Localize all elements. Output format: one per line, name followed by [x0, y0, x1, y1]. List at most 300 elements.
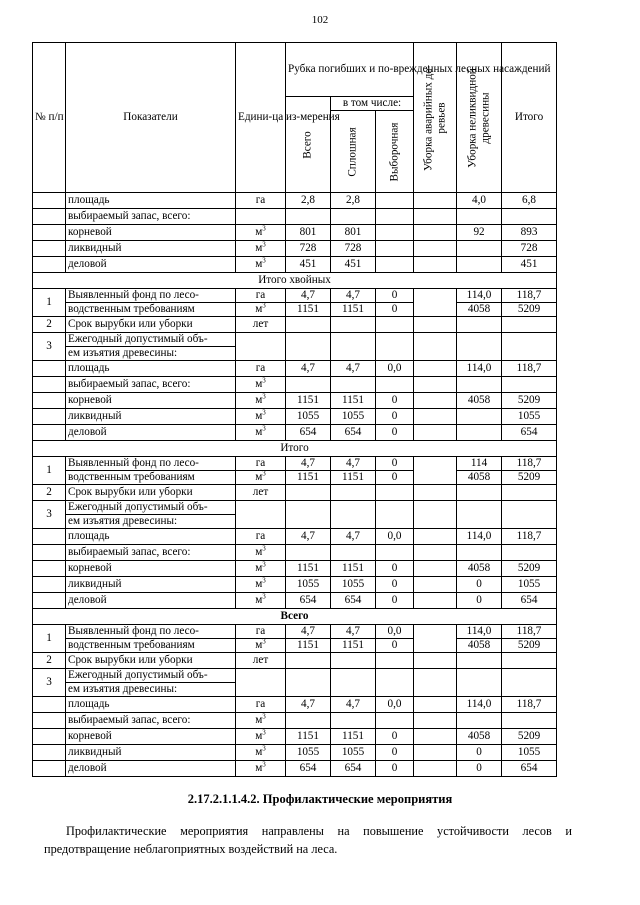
empty-cell: [331, 377, 376, 393]
unit-cell: [236, 501, 286, 529]
value-total: 1055: [502, 577, 557, 593]
indicator-cell: Срок вырубки или уборки: [66, 485, 236, 501]
value-emergency: [414, 225, 457, 241]
unit-text: м: [255, 426, 263, 439]
value-selective: 0: [376, 303, 414, 317]
num-cell: [33, 425, 66, 441]
value-illiquid: 4058: [457, 471, 502, 485]
num-cell: [33, 377, 66, 393]
value-illiquid: 0: [457, 761, 502, 777]
value-all: 1055: [286, 409, 331, 425]
indicator-cell: корневой: [66, 225, 236, 241]
unit-superscript: 3: [262, 240, 266, 249]
unit-text: м: [255, 562, 263, 575]
value-illiquid: [457, 241, 502, 257]
value-selective: 0: [376, 471, 414, 485]
value-clear: 728: [331, 241, 376, 257]
empty-cell: [286, 377, 331, 393]
value-emergency: [414, 745, 457, 761]
num-cell: 3: [33, 333, 66, 361]
unit-text: м: [255, 762, 263, 775]
value-clear: 1151: [331, 729, 376, 745]
value-total: 654: [502, 761, 557, 777]
value-all: 4,7: [286, 289, 331, 303]
value-total: 118,7: [502, 361, 557, 377]
value-clear: 4,7: [331, 457, 376, 471]
empty-cell: [414, 377, 457, 393]
value-total: 893: [502, 225, 557, 241]
empty-cell: [502, 669, 557, 697]
value-selective: [376, 257, 414, 273]
value-emergency: [414, 241, 457, 257]
unit-cell: [236, 561, 286, 577]
empty-cell: [286, 333, 331, 361]
unit-cell: га: [236, 193, 286, 209]
unit-cell: [236, 639, 286, 653]
unit-text: м: [255, 378, 263, 391]
unit-superscript: 3: [262, 408, 266, 417]
value-clear: 1151: [331, 393, 376, 409]
table-row: [33, 273, 557, 289]
value-all: 1055: [286, 745, 331, 761]
num-cell: 1: [33, 457, 66, 485]
num-cell: [33, 761, 66, 777]
num-cell: 3: [33, 501, 66, 529]
table-row: [33, 577, 557, 593]
unit-cell: [236, 377, 286, 393]
value-selective: [376, 225, 414, 241]
num-cell: [33, 593, 66, 609]
forest-felling-table: [32, 42, 557, 777]
value-emergency: [414, 577, 457, 593]
indicator-cell: площадь: [66, 361, 236, 377]
table-row: [33, 471, 557, 485]
section-heading: 2.17.2.1.1.4.2. Профилактические мероприятия: [187, 792, 453, 806]
empty-cell: [286, 317, 331, 333]
value-total: 1055: [502, 745, 557, 761]
empty-cell: [286, 669, 331, 697]
indicator-cell: водственным требованиям: [66, 471, 236, 485]
value-total: 5209: [502, 729, 557, 745]
value-emergency: [414, 625, 457, 653]
table-row: [33, 729, 557, 745]
header-itogo: Итого: [502, 43, 557, 193]
empty-cell: [502, 501, 557, 529]
empty-cell: [286, 713, 331, 729]
unit-cell: [236, 729, 286, 745]
unit-superscript: 3: [262, 712, 266, 721]
num-cell: [33, 193, 66, 209]
value-total: 728: [502, 241, 557, 257]
table-row: [33, 333, 557, 347]
unit-text: м: [255, 594, 263, 607]
table-row: [33, 485, 557, 501]
num-cell: [33, 361, 66, 377]
empty-cell: [502, 485, 557, 501]
value-selective: 0: [376, 393, 414, 409]
table-row: [33, 761, 557, 777]
num-cell: [33, 393, 66, 409]
indicator-cell: ликвидный: [66, 241, 236, 257]
empty-cell: [331, 669, 376, 697]
value-clear: 1055: [331, 745, 376, 761]
unit-superscript: 3: [262, 256, 266, 265]
table-row: [33, 593, 557, 609]
table-row: [33, 561, 557, 577]
value-total: 5209: [502, 303, 557, 317]
empty-cell: [457, 485, 502, 501]
unit-superscript: 3: [262, 744, 266, 753]
value-emergency: [414, 593, 457, 609]
table-row: [33, 639, 557, 653]
indicator-cell: ликвидный: [66, 577, 236, 593]
value-total: 5209: [502, 393, 557, 409]
value-clear: 4,7: [331, 625, 376, 639]
num-cell: [33, 209, 66, 225]
table-row: [33, 225, 557, 241]
sections: [33, 273, 557, 777]
empty-cell: [457, 545, 502, 561]
unit-superscript: 3: [262, 392, 266, 401]
empty-cell: [376, 545, 414, 561]
unit-text: м: [255, 639, 263, 652]
header-illiquid-text: Уборка неликвидной древесины: [466, 67, 492, 168]
unit-cell: лет: [236, 317, 286, 333]
value-all: 4,7: [286, 457, 331, 471]
table-row: [33, 425, 557, 441]
header-row-1: [33, 43, 557, 97]
empty-cell: [502, 377, 557, 393]
value-clear: 654: [331, 593, 376, 609]
value-illiquid: [457, 257, 502, 273]
value-selective: 0: [376, 639, 414, 653]
num-cell: [33, 729, 66, 745]
value-clear: 451: [331, 257, 376, 273]
num-cell: [33, 577, 66, 593]
indicator-cell: Ежегодный допустимый объ-: [66, 333, 236, 347]
indicator-cell: корневой: [66, 729, 236, 745]
table-row: [33, 625, 557, 639]
table-row: [33, 241, 557, 257]
indicator-cell: водственным требованиям: [66, 303, 236, 317]
empty-cell: [502, 317, 557, 333]
table-row: [33, 193, 557, 209]
table-row: [33, 669, 557, 683]
empty-cell: [414, 669, 457, 697]
table-row: [33, 209, 557, 225]
table-row: [33, 609, 557, 625]
value-illiquid: 4058: [457, 303, 502, 317]
value-selective: 0: [376, 409, 414, 425]
value-emergency: [414, 457, 457, 485]
indicator-cell: деловой: [66, 257, 236, 273]
unit-cell: [236, 761, 286, 777]
value-emergency: [414, 393, 457, 409]
unit-superscript: 3: [262, 760, 266, 769]
unit-superscript: 3: [262, 576, 266, 585]
empty-cell: [457, 653, 502, 669]
unit-cell: [236, 577, 286, 593]
table-row: [33, 257, 557, 273]
unit-text: м: [255, 410, 263, 423]
unit-text: м: [255, 226, 263, 239]
value-illiquid: 0: [457, 745, 502, 761]
unit-text: м: [255, 730, 263, 743]
table-row: [33, 317, 557, 333]
value-selective: 0: [376, 561, 414, 577]
section-title: Итого хвойных: [33, 273, 557, 289]
unit-text: м: [255, 258, 263, 271]
unit-text: м: [255, 394, 263, 407]
num-cell: [33, 241, 66, 257]
value-total: 118,7: [502, 457, 557, 471]
value-total: 6,8: [502, 193, 557, 209]
empty-cell: [376, 333, 414, 361]
empty-cell: [331, 333, 376, 361]
header-illiquid: [457, 43, 502, 193]
num-cell: 1: [33, 289, 66, 317]
indicator-cell: ем изъятия древесины:: [66, 347, 236, 361]
unit-text: м: [255, 242, 263, 255]
value-total: 1055: [502, 409, 557, 425]
value-illiquid: [457, 425, 502, 441]
table-row: [33, 457, 557, 471]
indicator-cell: ем изъятия древесины:: [66, 515, 236, 529]
empty-cell: [457, 317, 502, 333]
value-emergency: [414, 209, 457, 225]
unit-superscript: 3: [262, 301, 266, 310]
indicator-cell: деловой: [66, 761, 236, 777]
header-clear: [331, 111, 376, 193]
value-all: 1151: [286, 471, 331, 485]
unit-text: м: [255, 714, 263, 727]
value-all: 451: [286, 257, 331, 273]
section-title: Итого: [33, 441, 557, 457]
empty-cell: [331, 485, 376, 501]
value-clear: 654: [331, 761, 376, 777]
paragraph-text: Профилактические мероприятия направлены на повышение устойчивости лесов и предотвращение неблагоприятных воздействий на леса.: [44, 824, 572, 856]
unit-superscript: 3: [262, 469, 266, 478]
indicator-cell: корневой: [66, 561, 236, 577]
empty-cell: [502, 545, 557, 561]
value-clear: 2,8: [331, 193, 376, 209]
unit-cell: [236, 393, 286, 409]
value-total: 118,7: [502, 625, 557, 639]
value-all: 1151: [286, 561, 331, 577]
value-selective: 0,0: [376, 625, 414, 639]
value-illiquid: 4058: [457, 561, 502, 577]
value-illiquid: 4058: [457, 729, 502, 745]
value-clear: 1151: [331, 561, 376, 577]
num-cell: 2: [33, 653, 66, 669]
value-emergency: [414, 697, 457, 713]
num-cell: [33, 713, 66, 729]
indicator-cell: площадь: [66, 193, 236, 209]
empty-cell: [502, 333, 557, 361]
value-emergency: [414, 425, 457, 441]
unit-cell: [236, 225, 286, 241]
header-clear-text: Сплошная: [346, 126, 359, 177]
value-total: 451: [502, 257, 557, 273]
value-selective: [376, 209, 414, 225]
header-indicators: Показатели: [66, 43, 236, 193]
empty-cell: [457, 669, 502, 697]
value-illiquid: 114,0: [457, 625, 502, 639]
value-total: 5209: [502, 471, 557, 485]
unit-superscript: 3: [262, 637, 266, 646]
value-all: 4,7: [286, 361, 331, 377]
paragraph: [44, 822, 572, 858]
value-emergency: [414, 729, 457, 745]
indicator-cell: деловой: [66, 593, 236, 609]
value-clear: 801: [331, 225, 376, 241]
value-all: 4,7: [286, 625, 331, 639]
unit-cell: га: [236, 289, 286, 303]
section-title: Всего: [33, 609, 557, 625]
value-selective: 0: [376, 457, 414, 471]
indicator-cell: ем изъятия древесины:: [66, 683, 236, 697]
unit-cell: лет: [236, 485, 286, 501]
value-clear: [331, 209, 376, 225]
unit-cell: га: [236, 529, 286, 545]
empty-cell: [376, 713, 414, 729]
indicator-cell: ликвидный: [66, 745, 236, 761]
value-illiquid: 4058: [457, 393, 502, 409]
value-all: 1151: [286, 393, 331, 409]
value-clear: 1151: [331, 639, 376, 653]
header-felling-group: Рубка погибших и по-врежденных лесных насаждений: [286, 43, 414, 97]
value-selective: 0,0: [376, 361, 414, 377]
value-emergency: [414, 761, 457, 777]
unit-cell: [236, 209, 286, 225]
header-emergency-text: Уборка аварийных де-ревьев: [422, 64, 448, 171]
indicator-cell: корневой: [66, 393, 236, 409]
value-all: 4,7: [286, 529, 331, 545]
num-cell: [33, 561, 66, 577]
num-cell: [33, 409, 66, 425]
value-emergency: [414, 193, 457, 209]
value-total: 118,7: [502, 289, 557, 303]
empty-cell: [376, 317, 414, 333]
value-total: 118,7: [502, 529, 557, 545]
header-num: № п/п: [33, 43, 66, 193]
num-cell: [33, 697, 66, 713]
value-illiquid: 0: [457, 577, 502, 593]
unit-superscript: 3: [262, 544, 266, 553]
indicator-cell: Выявленный фонд по лесо-: [66, 289, 236, 303]
value-all: [286, 209, 331, 225]
value-all: 654: [286, 761, 331, 777]
empty-cell: [414, 333, 457, 361]
value-total: 5209: [502, 561, 557, 577]
value-selective: 0: [376, 425, 414, 441]
empty-cell: [286, 545, 331, 561]
value-illiquid: 114,0: [457, 361, 502, 377]
header-incl: в том числе:: [331, 97, 414, 111]
indicator-cell: Ежегодный допустимый объ-: [66, 669, 236, 683]
empty-cell: [286, 501, 331, 529]
value-all: 801: [286, 225, 331, 241]
value-emergency: [414, 289, 457, 317]
table-row: [33, 303, 557, 317]
header-total-all-text: Всего: [301, 130, 314, 159]
value-illiquid: 4,0: [457, 193, 502, 209]
unit-cell: [236, 425, 286, 441]
value-illiquid: [457, 209, 502, 225]
header-total-all: [286, 97, 331, 193]
value-illiquid: 0: [457, 593, 502, 609]
value-emergency: [414, 561, 457, 577]
indicator-cell: Ежегодный допустимый объ-: [66, 501, 236, 515]
indicator-cell: площадь: [66, 529, 236, 545]
table-row: [33, 377, 557, 393]
unit-superscript: 3: [262, 560, 266, 569]
unit-text: м: [255, 746, 263, 759]
num-cell: 3: [33, 669, 66, 697]
value-selective: 0,0: [376, 697, 414, 713]
num-cell: [33, 745, 66, 761]
value-all: 1151: [286, 639, 331, 653]
header-emergency: [414, 43, 457, 193]
empty-cell: [331, 713, 376, 729]
value-all: 1151: [286, 729, 331, 745]
value-selective: 0,0: [376, 529, 414, 545]
num-cell: [33, 225, 66, 241]
empty-cell: [457, 713, 502, 729]
unit-cell: [236, 257, 286, 273]
table-row: [33, 289, 557, 303]
value-all: 728: [286, 241, 331, 257]
value-selective: [376, 241, 414, 257]
unit-text: м: [255, 546, 263, 559]
value-emergency: [414, 409, 457, 425]
empty-cell: [457, 377, 502, 393]
num-cell: 1: [33, 625, 66, 653]
indicator-cell: водственным требованиям: [66, 639, 236, 653]
unit-cell: га: [236, 697, 286, 713]
num-cell: [33, 529, 66, 545]
value-clear: 4,7: [331, 361, 376, 377]
value-all: 1055: [286, 577, 331, 593]
indicator-cell: выбираемый запас, всего:: [66, 377, 236, 393]
value-clear: 1055: [331, 409, 376, 425]
empty-cell: [502, 713, 557, 729]
value-all: 654: [286, 593, 331, 609]
value-illiquid: 114,0: [457, 697, 502, 713]
table-row: [33, 745, 557, 761]
value-total: 118,7: [502, 697, 557, 713]
value-clear: 4,7: [331, 289, 376, 303]
value-all: 4,7: [286, 697, 331, 713]
table-row: [33, 441, 557, 457]
value-selective: 0: [376, 593, 414, 609]
empty-cell: [414, 653, 457, 669]
value-clear: 1151: [331, 471, 376, 485]
value-selective: 0: [376, 745, 414, 761]
table-row: [33, 409, 557, 425]
value-illiquid: 114,0: [457, 289, 502, 303]
unit-superscript: 3: [262, 728, 266, 737]
value-total: [502, 209, 557, 225]
unit-superscript: 3: [262, 376, 266, 385]
table-row: [33, 545, 557, 561]
empty-cell: [376, 485, 414, 501]
page-number: 102: [311, 14, 329, 26]
value-illiquid: 114,0: [457, 529, 502, 545]
table-row: [33, 697, 557, 713]
value-selective: [376, 193, 414, 209]
unit-cell: [236, 471, 286, 485]
